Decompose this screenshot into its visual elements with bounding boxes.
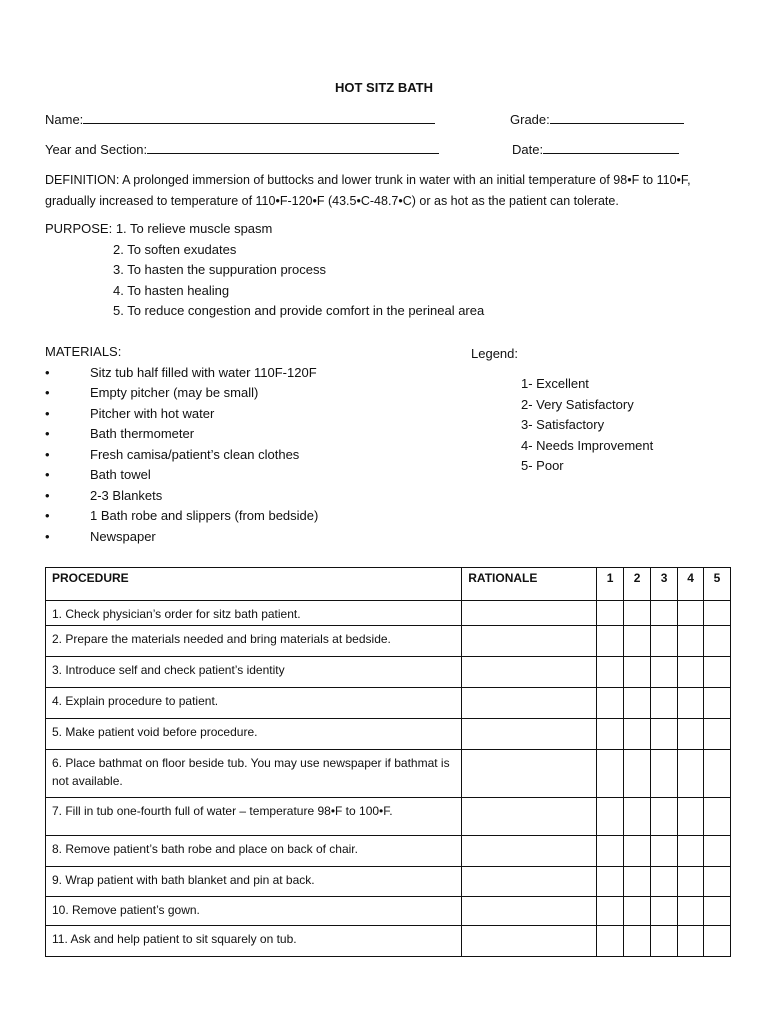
score-4-cell[interactable] <box>678 867 704 897</box>
score-2-cell[interactable] <box>624 657 651 688</box>
materials-item: • Bath towel <box>45 465 318 486</box>
procedure-step: 5. Make patient void before procedure. <box>46 719 462 750</box>
legend-item: 4- Needs Improvement <box>521 437 654 453</box>
score-5-cell[interactable] <box>704 719 731 750</box>
rationale-cell[interactable] <box>462 626 597 657</box>
year-section-line[interactable] <box>147 141 439 154</box>
purpose-item: 3. To hasten the suppuration process <box>113 262 326 277</box>
score-4-cell[interactable] <box>678 688 704 719</box>
score-2-cell[interactable] <box>624 719 651 750</box>
table-row <box>46 926 731 957</box>
score-2-cell[interactable] <box>624 897 651 926</box>
score-5-cell[interactable] <box>704 798 731 836</box>
table-row <box>46 626 731 657</box>
score-2-header: 2 <box>624 568 651 601</box>
purpose-label: PURPOSE: <box>45 221 113 236</box>
score-1-cell[interactable] <box>597 657 624 688</box>
score-4-cell[interactable] <box>678 897 704 926</box>
bullet-icon: • <box>45 467 50 482</box>
materials-item: • Empty pitcher (may be small) <box>45 383 318 404</box>
rationale-cell[interactable] <box>462 867 597 897</box>
name-field[interactable] <box>45 111 435 127</box>
score-4-cell[interactable] <box>678 836 704 867</box>
year-section-label: Year and Section: <box>45 142 148 157</box>
materials-item: • Sitz tub half filled with water 110F-120F <box>45 363 318 384</box>
grade-field[interactable] <box>510 111 684 127</box>
score-5-cell[interactable] <box>704 657 731 688</box>
grade-label: Grade: <box>510 112 550 127</box>
score-2-cell[interactable] <box>624 867 651 897</box>
procedure-step: 10. Remove patient’s gown. <box>46 897 462 926</box>
score-2-cell[interactable] <box>624 836 651 867</box>
score-4-cell[interactable] <box>678 601 704 626</box>
rationale-cell[interactable] <box>462 601 597 626</box>
name-label: Name: <box>45 112 84 127</box>
procedure-step: 1. Check physician’s order for sitz bath patient. <box>46 601 462 626</box>
score-4-cell[interactable] <box>678 719 704 750</box>
procedure-step: 4. Explain procedure to patient. <box>46 688 462 719</box>
score-1-cell[interactable] <box>597 836 624 867</box>
procedure-step: 11. Ask and help patient to sit squarely on tub. <box>46 926 462 957</box>
score-1-cell[interactable] <box>597 897 624 926</box>
materials-section <box>45 342 318 547</box>
score-3-cell[interactable] <box>651 798 678 836</box>
procedure-step: 9. Wrap patient with bath blanket and pin at back. <box>46 867 462 897</box>
materials-item: • 2-3 Blankets <box>45 486 318 507</box>
score-5-cell[interactable] <box>704 926 731 957</box>
score-4-cell[interactable] <box>678 657 704 688</box>
score-5-header: 5 <box>704 568 731 601</box>
table-row <box>46 867 731 897</box>
legend-item: 5- Poor <box>521 458 564 473</box>
score-1-cell[interactable] <box>597 750 624 798</box>
materials-item: • Newspaper <box>45 527 318 548</box>
name-line[interactable] <box>83 111 435 124</box>
score-2-cell[interactable] <box>624 626 651 657</box>
score-3-cell[interactable] <box>651 601 678 626</box>
legend-list <box>521 374 653 477</box>
bullet-icon: • <box>45 385 50 400</box>
score-1-cell[interactable] <box>597 688 624 719</box>
score-1-cell[interactable] <box>597 867 624 897</box>
score-2-cell[interactable] <box>624 926 651 957</box>
purpose-item: 1. To relieve muscle spasm <box>115 221 273 236</box>
score-3-cell[interactable] <box>651 750 678 798</box>
document-title: HOT SITZ BATH <box>335 80 433 95</box>
score-5-cell[interactable] <box>704 601 731 626</box>
score-1-header: 1 <box>597 568 624 601</box>
score-3-cell[interactable] <box>651 688 678 719</box>
score-4-cell[interactable] <box>678 798 704 836</box>
legend-item: 3- Satisfactory <box>521 417 605 432</box>
procedure-step: 2. Prepare the materials needed and bring materials at bedside. <box>46 626 462 657</box>
date-line[interactable] <box>543 141 679 154</box>
rationale-cell[interactable] <box>462 926 597 957</box>
rationale-cell[interactable] <box>462 750 597 798</box>
bullet-icon: • <box>45 405 50 421</box>
procedure-step: 3. Introduce self and check patient’s identity <box>46 657 462 688</box>
table-row <box>46 836 731 867</box>
table-row <box>46 657 731 688</box>
score-4-cell[interactable] <box>678 750 704 798</box>
score-5-cell[interactable] <box>704 867 731 897</box>
table-row <box>46 750 731 798</box>
score-5-cell[interactable] <box>704 836 731 867</box>
procedure-step: 7. Fill in tub one-fourth full of water – temperature 98•F to 100•F. <box>46 798 462 836</box>
table-header-row <box>46 568 731 601</box>
purpose-section <box>45 219 484 322</box>
purpose-item: 4. To hasten healing <box>113 282 230 298</box>
score-4-cell[interactable] <box>678 626 704 657</box>
score-3-cell[interactable] <box>651 867 678 897</box>
score-4-cell[interactable] <box>678 926 704 957</box>
score-5-cell[interactable] <box>704 897 731 926</box>
table-row <box>46 601 731 626</box>
legend-item: 2- Very Satisfactory <box>521 396 634 412</box>
score-1-cell[interactable] <box>597 626 624 657</box>
bullet-icon: • <box>45 528 50 544</box>
table-row <box>46 798 731 836</box>
purpose-item: 5. To reduce congestion and provide comfort in the perineal area <box>113 303 485 318</box>
score-1-cell[interactable] <box>597 798 624 836</box>
score-2-cell[interactable] <box>624 601 651 626</box>
score-5-cell[interactable] <box>704 688 731 719</box>
score-1-cell[interactable] <box>597 601 624 626</box>
score-5-cell[interactable] <box>704 750 731 798</box>
rationale-cell[interactable] <box>462 688 597 719</box>
procedure-header: PROCEDURE <box>46 568 462 601</box>
year-section-field[interactable] <box>45 141 439 157</box>
score-3-cell[interactable] <box>651 926 678 957</box>
bullet-icon: • <box>45 487 50 503</box>
table-row <box>46 688 731 719</box>
date-field[interactable] <box>512 141 679 157</box>
score-2-cell[interactable] <box>624 750 651 798</box>
bullet-icon: • <box>45 364 50 380</box>
rationale-header: RATIONALE <box>462 568 597 601</box>
materials-item: • Pitcher with hot water <box>45 404 318 425</box>
rationale-cell[interactable] <box>462 897 597 926</box>
rationale-cell[interactable] <box>462 719 597 750</box>
bullet-icon: • <box>45 426 50 441</box>
score-5-cell[interactable] <box>704 626 731 657</box>
legend-item: 1- Excellent <box>521 376 589 391</box>
bullet-icon: • <box>45 508 50 523</box>
score-1-cell[interactable] <box>597 926 624 957</box>
date-label: Date: <box>512 142 544 157</box>
score-3-cell[interactable] <box>651 897 678 926</box>
score-4-header: 4 <box>678 568 704 601</box>
score-2-cell[interactable] <box>624 798 651 836</box>
grade-line[interactable] <box>550 111 684 124</box>
bullet-icon: • <box>45 446 50 462</box>
score-3-cell[interactable] <box>651 657 678 688</box>
rationale-cell[interactable] <box>462 657 597 688</box>
score-1-cell[interactable] <box>597 719 624 750</box>
score-3-header: 3 <box>651 568 678 601</box>
definition-paragraph: DEFINITION: A prolonged immersion of buttocks and lower trunk in water with an initial temperature of 98•F to 110•F, gradually increased to temperature of 110•F-120•F (43.5•C-48.7•C) or as hot as the patient can tolerate. <box>45 173 691 208</box>
procedure-step: 8. Remove patient’s bath robe and place on back of chair. <box>46 836 462 867</box>
legend-label: Legend: <box>471 346 518 361</box>
procedure-step: 6. Place bathmat on floor beside tub. You may use newspaper if bathmat is not available. <box>46 750 462 798</box>
materials-item: • Fresh camisa/patient’s clean clothes <box>45 445 318 466</box>
table-row <box>46 719 731 750</box>
purpose-item: 2. To soften exudates <box>113 241 237 257</box>
score-3-cell[interactable] <box>651 626 678 657</box>
materials-item: • Bath thermometer <box>45 424 318 445</box>
materials-label: MATERIALS: <box>45 344 122 359</box>
rationale-cell[interactable] <box>462 836 597 867</box>
score-3-cell[interactable] <box>651 836 678 867</box>
materials-item: • 1 Bath robe and slippers (from bedside) <box>45 506 318 527</box>
table-row <box>46 897 731 926</box>
rationale-cell[interactable] <box>462 798 597 836</box>
procedure-table <box>45 567 731 957</box>
score-3-cell[interactable] <box>651 719 678 750</box>
score-2-cell[interactable] <box>624 688 651 719</box>
